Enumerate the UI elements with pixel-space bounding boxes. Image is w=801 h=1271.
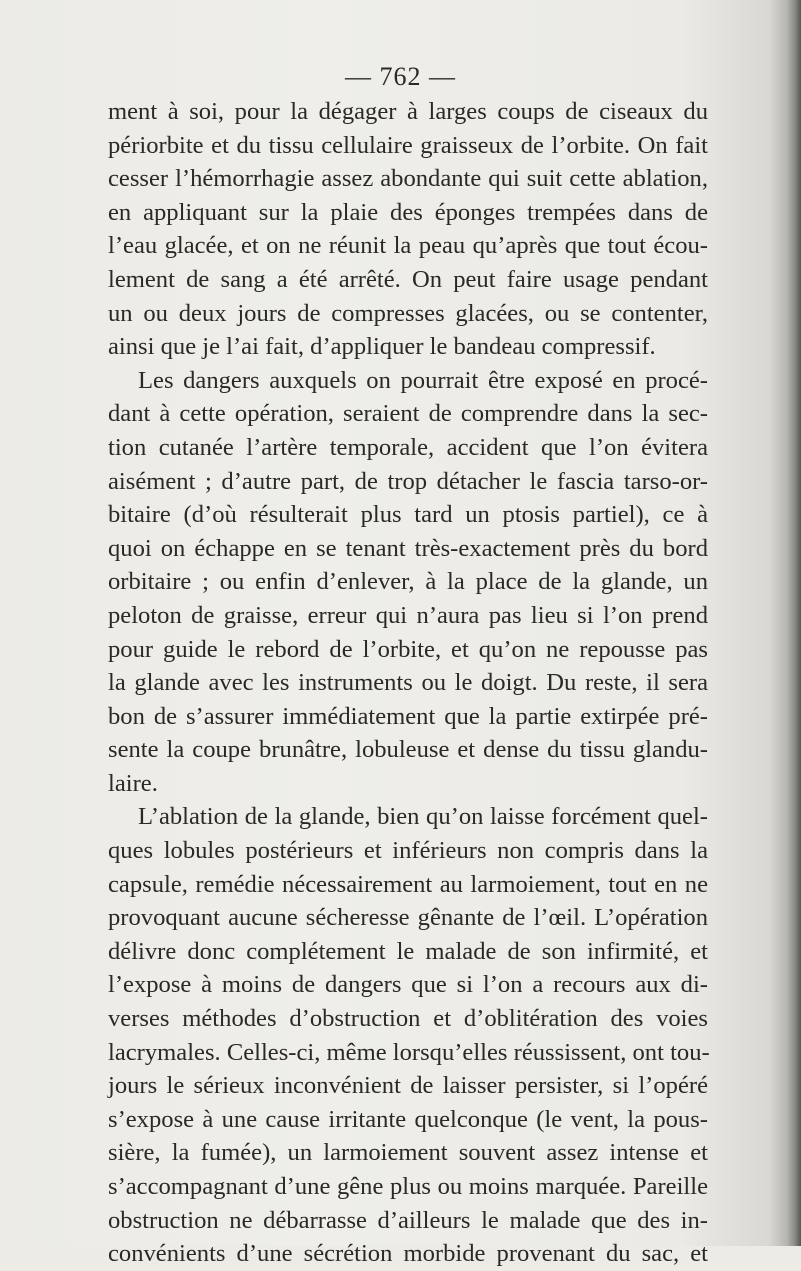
text-line: l’expose à moins de dangers que si l’on a recours aux di- [108,971,708,999]
text-line: aisément ; d’autre part, de trop détacher le fascia tarso-or- [108,467,708,495]
text-line: lement de sang a été arrêté. On peut faire usage pendant [108,265,708,293]
page-number: — 762 — [345,62,456,91]
text-line: cesser l’hémorrhagie assez abondante qui suit cette ablation, [108,165,708,193]
text-line: Les dangers auxquels on pourrait être exposé en procé- [138,366,708,394]
text-line: verses méthodes d’obstruction et d’oblitération des voies [108,1005,708,1033]
text-line: jours le sérieux inconvénient de laisser persister, si l’opéré [108,1072,708,1100]
text-line: provoquant aucune sécheresse gênante de l’œil. L’opération [108,904,708,932]
text-line: L’ablation de la glande, bien qu’on laisse forcément quel- [138,803,708,831]
text-line: bon de s’assurer immédiatement que la partie extirpée pré- [108,702,708,730]
text-line: bitaire (d’où résulterait plus tard un ptosis partiel), ce à [108,501,708,529]
text-line: laire. [108,769,158,797]
text-line: l’eau glacée, et on ne réunit la peau qu’après que tout écou- [108,232,708,260]
text-line: tion cutanée l’artère temporale, accident que l’on évitera [108,433,708,461]
text-line: s’expose à une cause irritante quelconque (le vent, la pous- [108,1105,708,1133]
text-line: convénients d’une sécrétion morbide provenant du sac, et [108,1240,708,1268]
text-line: la glande avec les instruments ou le doigt. Du reste, il sera [108,669,708,697]
text-line: dant à cette opération, seraient de comprendre dans la sec- [108,400,708,428]
text-line: obstruction ne débarrasse d’ailleurs le malade que des in- [108,1206,708,1234]
text-line: s’accompagnant d’une gêne plus ou moins marquée. Pareille [108,1173,708,1200]
text-line: ment à soi, pour la dégager à larges coups de ciseaux du [108,98,708,125]
text-line: un ou deux jours de compresses glacées, ou se contenter, [108,299,708,327]
text-line: sière, la fumée), un larmoiement souvent assez intense et [108,1139,708,1167]
text-line: peloton de graisse, erreur qui n’aura pas lieu si l’on prend [108,601,708,629]
text-line: ainsi que je l’ai fait, d’appliquer le bandeau compressif. [108,333,656,361]
text-line: lacrymales. Celles-ci, même lorsqu’elles réussissent, ont tou- [108,1038,710,1066]
text-line: capsule, remédie nécessairement au larmoiement, tout en ne [108,870,708,898]
text-line: en appliquant sur la plaie des éponges trempées dans de [108,198,708,226]
text-line: délivre donc complétement le malade de son infirmité, et [108,937,708,965]
text-line: orbitaire ; ou enfin d’enlever, à la place de la glande, un [108,568,708,596]
text-line: quoi on échappe en se tenant très-exactement près du bord [108,534,708,562]
page-edge-shadow [787,0,801,1246]
body-text [108,95,708,1271]
text-line: pour guide le rebord de l’orbite, et qu’on ne repousse pas [108,635,708,663]
text-line: ques lobules postérieurs et inférieurs non compris dans la [108,837,708,865]
text-line: sente la coupe brunâtre, lobuleuse et dense du tissu glandu- [108,736,708,764]
text-line: périorbite et du tissu cellulaire graisseux de l’orbite. On fait [108,131,708,159]
